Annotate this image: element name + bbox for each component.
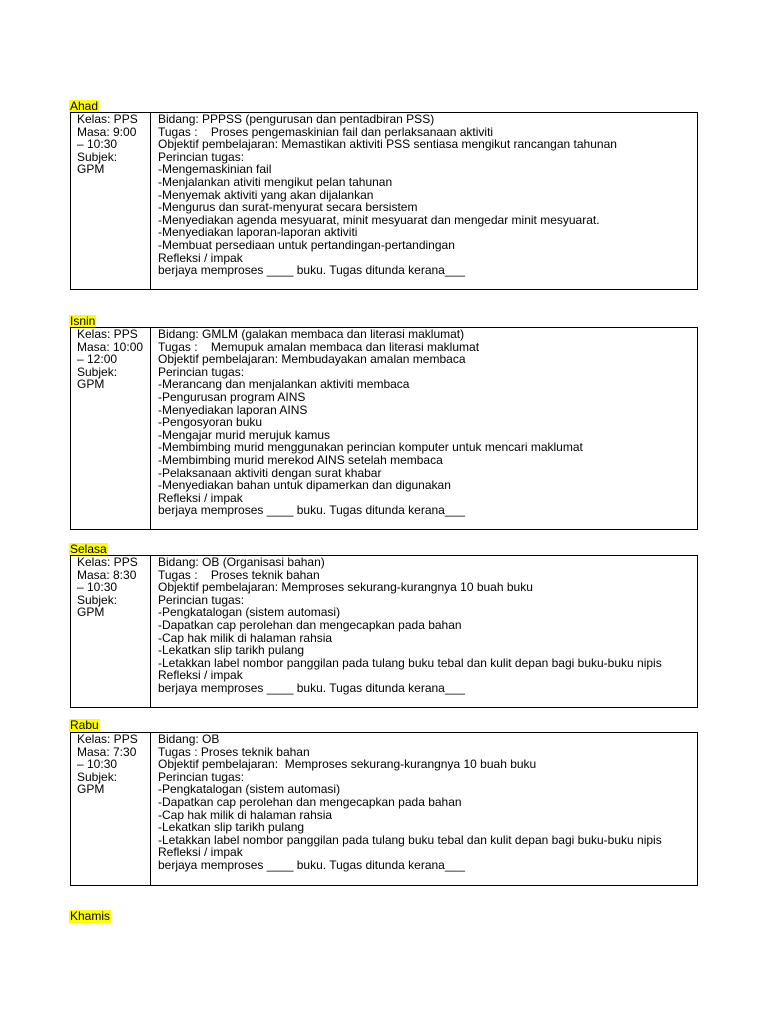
- subjek-label: Subjek:: [77, 592, 118, 607]
- task-item: -Dapatkan cap perolehan dan mengecapkan pada bahan: [158, 617, 462, 632]
- refleksi-label: Refleksi / impak: [158, 490, 243, 505]
- masa-end-text: – 10:30: [77, 757, 118, 772]
- bidang-text: Bidang: OB: [158, 732, 220, 746]
- day-label-ahad: Ahad: [70, 99, 99, 113]
- task-item: -Dapatkan cap perolehan dan mengecapkan pada bahan: [158, 794, 462, 809]
- perincian-label: Perincian tugas:: [158, 769, 245, 784]
- subjek-value: GPM: [77, 782, 105, 797]
- subjek-value: GPM: [77, 605, 105, 620]
- kelas-text: Kelas: PPS: [77, 327, 138, 341]
- progress-note: berjaya memproses ____ buku. Tugas ditunda kerana___: [158, 680, 465, 695]
- tugas-text: Tugas : Proses teknik bahan: [158, 567, 320, 582]
- progress-note: berjaya memproses ____ buku. Tugas ditunda kerana___: [158, 263, 465, 278]
- perincian-label: Perincian tugas:: [158, 364, 245, 379]
- task-item: -Menyediakan laporan AINS: [158, 402, 308, 417]
- task-item: -Mengajar murid merujuk kamus: [158, 427, 331, 442]
- schedule-table-rabu: [70, 732, 698, 886]
- task-item: -Membuat persediaan untuk pertandingan-pertandingan: [158, 237, 455, 252]
- kelas-text: Kelas: PPS: [77, 112, 138, 126]
- schedule-table-ahad: [70, 112, 698, 290]
- tugas-text: Tugas : Memupuk amalan membaca dan literasi maklumat: [158, 339, 480, 354]
- task-item: -Merancang dan menjalankan aktiviti membaca: [158, 377, 410, 392]
- task-item: -Membimbing murid merekod AINS setelah membaca: [158, 452, 443, 467]
- day-label-isnin: Isnin: [70, 314, 96, 328]
- task-detail-cell: [152, 733, 697, 885]
- subjek-label: Subjek:: [77, 364, 118, 379]
- task-item: -Lekatkan slip tarikh pulang: [158, 820, 305, 835]
- class-info-cell: [71, 113, 151, 289]
- kelas-text: Kelas: PPS: [77, 732, 138, 746]
- masa-end-text: – 10:30: [77, 137, 118, 152]
- objektif-text: Objektif pembelajaran: Memproses sekurang-kurangnya 10 buah buku: [158, 580, 533, 595]
- task-item: -Cap hak milik di halaman rahsia: [158, 807, 333, 822]
- objektif-text: Objektif pembelajaran: Memproses sekurang-kurangnya 10 buah buku: [158, 757, 537, 772]
- bidang-text: Bidang: PPPSS (pengurusan dan pentadbiran PSS): [158, 112, 435, 126]
- task-detail-cell: [152, 328, 697, 529]
- day-label-khamis: Khamis: [70, 909, 111, 923]
- progress-note: berjaya memproses ____ buku. Tugas ditunda kerana___: [158, 503, 465, 518]
- class-info-cell: [71, 328, 151, 529]
- task-item: -Menyediakan laporan-laporan aktiviti: [158, 225, 358, 240]
- refleksi-label: Refleksi / impak: [158, 668, 243, 683]
- task-item: -Pengurusan program AINS: [158, 389, 306, 404]
- bidang-text: Bidang: GMLM (galakan membaca dan literasi maklumat): [158, 327, 465, 341]
- class-info-cell: [71, 733, 151, 885]
- tugas-text: Tugas : Proses pengemaskinian fail dan perlaksanaan aktiviti: [158, 124, 494, 139]
- task-detail-cell: [152, 113, 697, 289]
- task-item: -Membimbing murid menggunakan perincian komputer untuk mencari maklumat: [158, 440, 583, 455]
- subjek-value: GPM: [77, 162, 105, 177]
- masa-end-text: – 12:00: [77, 352, 118, 367]
- refleksi-label: Refleksi / impak: [158, 250, 243, 265]
- schedule-table-isnin: [70, 327, 698, 530]
- masa-text: Masa: 8:30: [77, 567, 137, 582]
- task-item: -Pelaksanaan aktiviti dengan surat khabar: [158, 465, 382, 480]
- schedule-table-selasa: [70, 555, 698, 708]
- perincian-label: Perincian tugas:: [158, 149, 245, 164]
- task-item: -Menyemak aktiviti yang akan dijalankan: [158, 187, 374, 202]
- task-item: -Mengurus dan surat-menyurat secara bersistem: [158, 200, 418, 215]
- task-item: -Letakkan label nombor panggilan pada tulang buku tebal dan kulit depan bagi buku-buku nipis: [158, 832, 662, 847]
- task-item: -Menyediakan bahan untuk dipamerkan dan digunakan: [158, 478, 451, 493]
- class-info-cell: [71, 556, 151, 707]
- tugas-text: Tugas : Proses teknik bahan: [158, 744, 310, 759]
- day-label-rabu: Rabu: [70, 718, 99, 732]
- task-item: -Lekatkan slip tarikh pulang: [158, 643, 305, 658]
- kelas-text: Kelas: PPS: [77, 555, 138, 569]
- task-item: -Letakkan label nombor panggilan pada tulang buku tebal dan kulit depan bagi buku-buku nipis: [158, 655, 662, 670]
- bidang-text: Bidang: OB (Organisasi bahan): [158, 555, 325, 569]
- task-item: -Menjalankan ativiti mengikut pelan tahunan: [158, 174, 393, 189]
- task-item: -Menyediakan agenda mesyuarat, minit mesyuarat dan mengedar minit mesyuarat.: [158, 212, 600, 227]
- masa-text: Masa: 7:30: [77, 744, 137, 759]
- task-item: -Mengemaskinian fail: [158, 162, 272, 177]
- masa-text: Masa: 10:00: [77, 339, 144, 354]
- subjek-label: Subjek:: [77, 769, 118, 784]
- subjek-label: Subjek:: [77, 149, 118, 164]
- perincian-label: Perincian tugas:: [158, 592, 245, 607]
- task-item: -Pengkatalogan (sistem automasi): [158, 605, 341, 620]
- refleksi-label: Refleksi / impak: [158, 845, 243, 860]
- task-item: -Pengosyoran buku: [158, 415, 263, 430]
- task-detail-cell: [152, 556, 697, 707]
- masa-end-text: – 10:30: [77, 580, 118, 595]
- objektif-text: Objektif pembelajaran: Membudayakan amalan membaca: [158, 352, 466, 367]
- progress-note: berjaya memproses ____ buku. Tugas ditunda kerana___: [158, 857, 465, 872]
- objektif-text: Objektif pembelajaran: Memastikan aktiviti PSS sentiasa mengikut rancangan tahunan: [158, 137, 617, 152]
- task-item: -Pengkatalogan (sistem automasi): [158, 782, 341, 797]
- task-item: -Cap hak milik di halaman rahsia: [158, 630, 333, 645]
- masa-text: Masa: 9:00: [77, 124, 137, 139]
- day-label-selasa: Selasa: [70, 542, 107, 556]
- subjek-value: GPM: [77, 377, 105, 392]
